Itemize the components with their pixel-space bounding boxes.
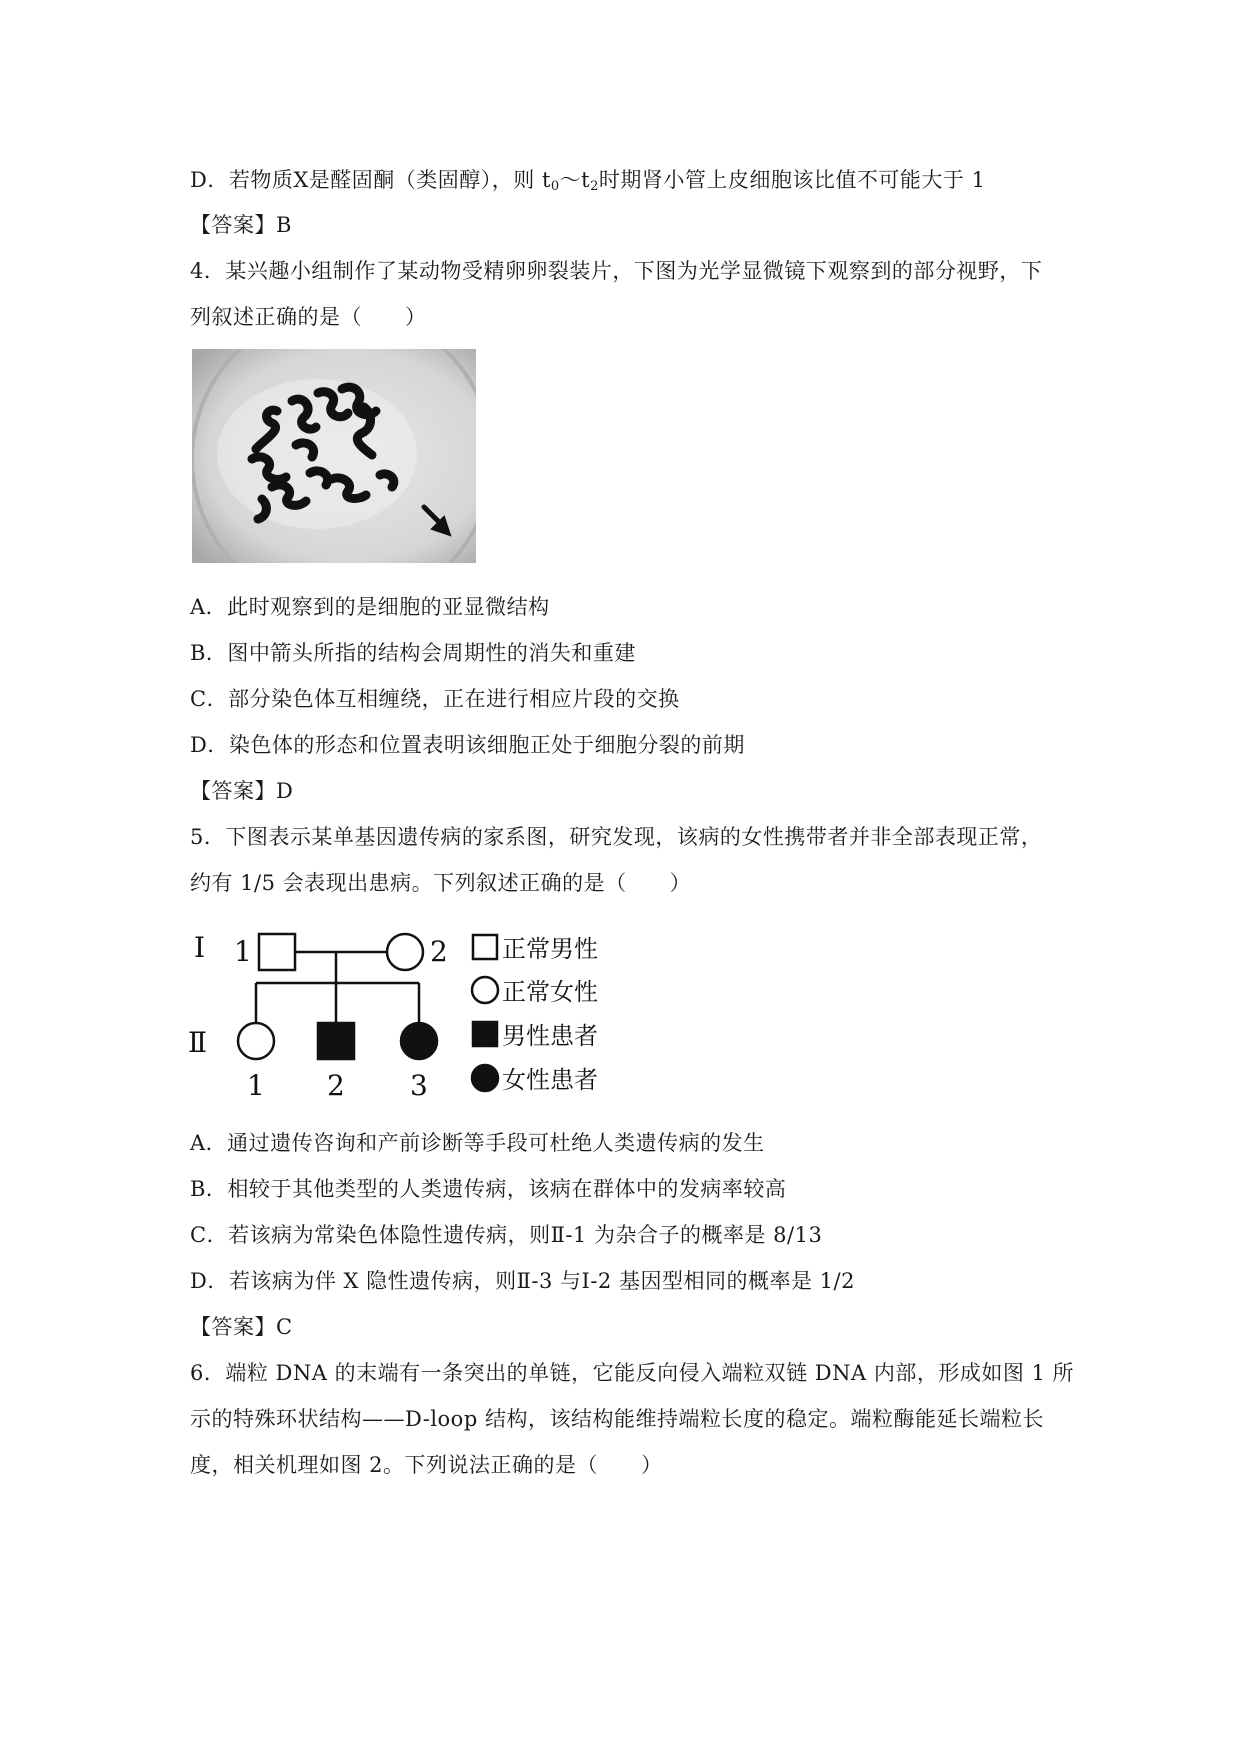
q6-stem-line3: 度，相关机理如图 2。下列说法正确的是（ ） <box>190 1453 663 1477</box>
q5-option-b: B．相较于其他类型的人类遗传病，该病在群体中的发病率较高 <box>190 1177 787 1201</box>
q4-option-a: A．此时观察到的是细胞的亚显微结构 <box>190 595 550 619</box>
q6-stem-line1: 6．端粒 DNA 的末端有一条突出的单链，它能反向侵入端粒双链 DNA 内部，形成如图 1 所 <box>190 1361 1075 1385</box>
legend-affected-female-icon <box>472 1065 498 1091</box>
individual-ii1-label: 1 <box>247 1069 265 1102</box>
q4-option-d: D．染色体的形态和位置表明该细胞正处于细胞分裂的前期 <box>190 733 745 757</box>
q3-option-d-pre: D．若物质X是醛固酮（类固醇），则 t <box>190 168 551 192</box>
q3-answer: 【答案】B <box>190 213 292 237</box>
q5-option-c: C．若该病为常染色体隐性遗传病，则Ⅱ-1 为杂合子的概率是 8/13 <box>190 1223 823 1247</box>
q5-stem-line2: 约有 1/5 会表现出患病。下列叙述正确的是（ ） <box>190 871 692 895</box>
subscript-2: 2 <box>590 179 599 194</box>
q4-answer: 【答案】D <box>190 779 294 803</box>
q4-stem-line2: 列叙述正确的是（ ） <box>190 305 427 329</box>
micrograph-image <box>192 349 476 563</box>
legend-affected-male-icon <box>473 1022 497 1046</box>
legend-normal-female-icon <box>472 977 498 1003</box>
pedigree-chart <box>186 915 616 1115</box>
legend-normal-female: 正常女性 <box>502 978 598 1006</box>
q5-option-a: A．通过遗传咨询和产前诊断等手段可杜绝人类遗传病的发生 <box>190 1131 765 1155</box>
legend-affected-female: 女性患者 <box>502 1066 598 1094</box>
q3-option-d-post: 时期肾小管上皮细胞该比值不可能大于 1 <box>598 168 986 192</box>
generation-i-label: Ⅰ <box>194 931 206 964</box>
q5-stem-line1: 5．下图表示某单基因遗传病的家系图，研究发现，该病的女性携带者并非全部表现正常， <box>190 825 1043 849</box>
q5-option-d: D．若该病为伴 X 隐性遗传病，则Ⅱ-3 与Ⅰ-2 基因型相同的概率是 1/2 <box>190 1269 855 1293</box>
individual-ii2-label: 2 <box>327 1069 345 1102</box>
individual-ii3-label: 3 <box>410 1069 428 1102</box>
q4-option-c: C．部分染色体互相缠绕，正在进行相应片段的交换 <box>190 687 680 711</box>
legend-normal-male-icon <box>473 935 497 959</box>
individual-i2-normal-female <box>387 934 423 970</box>
individual-i2-label: 2 <box>430 935 448 968</box>
generation-ii-label: Ⅱ <box>188 1026 208 1059</box>
individual-ii1-normal-female <box>238 1023 274 1059</box>
q6-stem-line2: 示的特殊环状结构——D-loop 结构，该结构能维持端粒长度的稳定。端粒酶能延长端粒长 <box>190 1407 1044 1431</box>
individual-ii3-affected-female <box>401 1023 437 1059</box>
subscript-0: 0 <box>550 179 560 194</box>
individual-i1-normal-male <box>259 934 295 970</box>
individual-ii2-affected-male <box>318 1023 354 1059</box>
individual-i1-label: 1 <box>234 935 252 968</box>
legend-normal-male: 正常男性 <box>502 935 598 963</box>
q3-option-d-mid: ～t <box>559 168 591 192</box>
q4-stem-line1: 4．某兴趣小组制作了某动物受精卵卵裂装片，下图为光学显微镜下观察到的部分视野，下 <box>190 259 1043 283</box>
q5-answer: 【答案】C <box>190 1315 293 1339</box>
q4-option-b: B．图中箭头所指的结构会周期性的消失和重建 <box>190 641 636 665</box>
legend-affected-male: 男性患者 <box>502 1022 598 1050</box>
micrograph-drawing <box>192 349 476 563</box>
q3-option-d <box>190 165 985 202</box>
